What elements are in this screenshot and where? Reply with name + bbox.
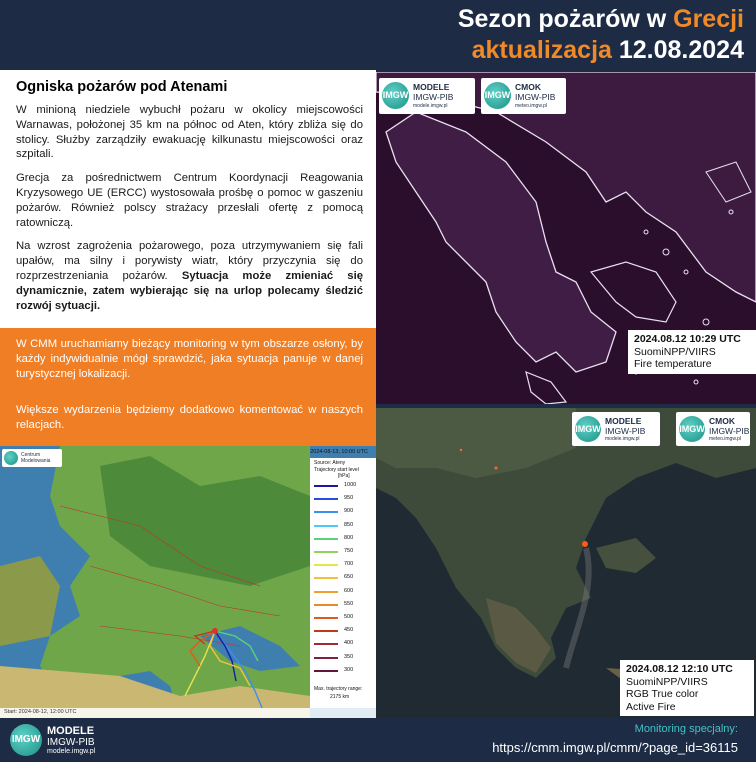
- modele-logo: [379, 78, 475, 114]
- article-paragraph-3-text: Na wzrost zagrożenia pożarowego, poza utrzymywaniem się fali upałów, ma silny i porywisty wiatr, który przyczynia się do rozprzestrzeniania pożarów.: [16, 240, 363, 282]
- legend-swatch: [314, 485, 338, 487]
- legend-max-range: Max. trajectory range:: [314, 686, 363, 692]
- legend-title: Trajectory start level: [314, 467, 359, 473]
- legend-item: [314, 666, 374, 676]
- footer: [0, 718, 756, 762]
- cmok-sub: IMGW-PIB: [515, 92, 556, 102]
- legend-level: 400: [344, 640, 354, 647]
- legend-swatch: [314, 498, 338, 500]
- imgw-circle-icon: IMGW: [679, 416, 705, 442]
- map1-satellite: SuomiNPP/VIIRS: [634, 345, 716, 358]
- title-country: Grecji: [673, 5, 744, 33]
- cmok-url: meteo.imgw.pl: [515, 103, 547, 109]
- legend-item: [314, 521, 374, 531]
- legend-swatch: [314, 657, 338, 659]
- legend-level: 800: [344, 534, 354, 541]
- legend-item: [314, 653, 374, 663]
- legend-level: 750: [344, 548, 354, 554]
- legend-level: 1000: [344, 482, 357, 488]
- trajectory-date: 2024-08-13, 10:00 UTC: [310, 449, 368, 455]
- imgw-circle-icon: [10, 724, 42, 756]
- map2-datetime: 2024.08.12 12:10 UTC: [626, 663, 733, 675]
- map1-product: Fire temperature: [634, 358, 712, 370]
- article-paragraph-1: W minioną niedziele wybuchł pożaru w okolicy miejscowości Warnawas, położonej 35 km na północ od Aten, który zbliża się do stolicy. Służby zarządziły ewakuację kilkunastu miejscowości oraz szpitali.: [16, 104, 363, 161]
- legend-swatch: [314, 551, 338, 553]
- legend-level: 650: [344, 574, 354, 581]
- legend-swatch: [314, 617, 338, 619]
- legend-source: Source: Ateny: [314, 460, 346, 466]
- legend-level: 950: [344, 495, 354, 502]
- callout-paragraph-2: Większe wydarzenia będziemy dodatkowo komentować w naszych relacjach.: [16, 404, 363, 431]
- map2-layer: Active Fire: [626, 700, 676, 713]
- callout-box: [0, 328, 376, 446]
- trajectory-map: [0, 446, 376, 718]
- legend-swatch: [314, 604, 338, 606]
- true-color-map: [376, 408, 756, 718]
- modele-sub: IMGW-PIB: [413, 92, 454, 102]
- map2-satellite: SuomiNPP/VIIRS: [626, 675, 708, 688]
- legend-max-range-value: 2175 km: [330, 694, 350, 700]
- legend-item: [314, 494, 374, 504]
- cmok-logo: [676, 412, 750, 446]
- legend-swatch: [314, 630, 338, 632]
- title-date: 12.08.2024: [611, 36, 744, 64]
- title-update: aktualizacja: [471, 36, 612, 64]
- title-part1: Sezon pożarów w: [457, 5, 674, 33]
- legend-item: [314, 534, 374, 544]
- legend-item: [314, 613, 374, 623]
- cmm-logo: [2, 449, 62, 467]
- monitoring-link[interactable]: https://cmm.imgw.pl/cmm/?page_id=36115: [492, 740, 738, 755]
- trajectory-start: Start: 2024-08-12, 12:00 UTC: [4, 709, 77, 715]
- legend-level: 350: [344, 653, 354, 660]
- legend-swatch: [314, 670, 338, 672]
- article-paragraph-2: Grecja za pośrednictwem Centrum Koordynacji Reagowania Kryzysowego UE (ERCC) wystosowała prośbę o pomoc w gaszeniu pożarów. Również polscy strażacy przesłali ofertę z pomocą ratowniczą.: [16, 172, 363, 229]
- article-paragraph-3-bold: Sytuacja może zmieniać się dynamicznie, zatem wybierając się na urlop polecamy śledzić rozwój sytuacji.: [16, 269, 364, 312]
- modele-url: modele.imgw.pl: [605, 436, 640, 442]
- legend-level: 450: [344, 627, 354, 634]
- legend-level: 850: [344, 521, 354, 528]
- legend-swatch: [314, 577, 338, 579]
- legend-item: [314, 481, 374, 491]
- map1-datetime: 2024.08.12 10:29 UTC: [634, 333, 741, 345]
- legend-level: 700: [344, 561, 354, 568]
- map1-caption: [628, 330, 756, 374]
- article-box: [0, 70, 376, 328]
- monitoring-label: Monitoring specjalny:: [634, 723, 738, 735]
- legend-level: 900: [344, 508, 354, 515]
- header: [0, 0, 756, 70]
- globe-icon: [4, 451, 18, 465]
- modele-title: MODELE: [605, 416, 642, 426]
- legend-swatch: [314, 564, 338, 566]
- modele-sub: IMGW-PIB: [605, 426, 646, 436]
- footer-modele-url: modele.imgw.pl: [47, 748, 96, 755]
- map2-caption: [620, 660, 754, 716]
- callout-paragraph-1: W CMM uruchamiamy bieżący monitoring w tym obszarze osłony, by każdy indywidualnie mógł sprawdzić, jaka sytuacja panuje w danej turystycznej lokalizacji.: [16, 338, 363, 380]
- modele-title: MODELE: [413, 82, 450, 92]
- legend-level: 600: [344, 587, 354, 594]
- imgw-circle-icon: IMGW: [382, 82, 409, 109]
- legend-item: [314, 560, 374, 570]
- map2-product: RGB True color: [626, 688, 699, 700]
- legend-item: [314, 573, 374, 583]
- cmm-logo-text: Centrum Modelowania: [21, 452, 51, 464]
- legend-item: [314, 639, 374, 649]
- legend-unit: [hPa]: [338, 473, 350, 479]
- cmok-url: meteo.imgw.pl: [709, 436, 741, 442]
- cmok-title: CMOK: [515, 82, 541, 92]
- modele-logo: [572, 412, 660, 446]
- legend-item: [314, 600, 374, 610]
- legend-level: 550: [344, 600, 354, 607]
- legend-level: 500: [344, 614, 354, 620]
- legend-swatch: [314, 643, 338, 645]
- footer-modele-sub: IMGW-PIB: [47, 737, 95, 748]
- legend-item: [314, 626, 374, 636]
- imgw-logo-text: IMGW: [11, 734, 41, 745]
- footer-modele-title: MODELE: [47, 725, 95, 737]
- imgw-circle-icon: IMGW: [575, 416, 601, 442]
- article-title: Ogniska pożarów pod Atenami: [16, 79, 228, 95]
- legend-item: [314, 547, 374, 557]
- modele-url: modele.imgw.pl: [413, 103, 448, 109]
- legend-swatch: [314, 591, 338, 593]
- cmok-logo: [481, 78, 566, 114]
- fire-temperature-map: [376, 72, 756, 404]
- imgw-circle-icon: IMGW: [484, 82, 511, 109]
- legend-swatch: [314, 538, 338, 540]
- article-paragraph-3: [16, 239, 363, 313]
- legend-swatch: [314, 511, 338, 513]
- legend-item: [314, 507, 374, 517]
- article-body: [16, 103, 363, 322]
- trajectory-legend: [310, 458, 376, 708]
- page-title: [458, 4, 744, 66]
- legend-swatch: [314, 525, 338, 527]
- cmok-sub: IMGW-PIB: [709, 426, 750, 436]
- legend-item: [314, 587, 374, 597]
- legend-level: 300: [344, 666, 354, 673]
- cmok-title: CMOK: [709, 416, 735, 426]
